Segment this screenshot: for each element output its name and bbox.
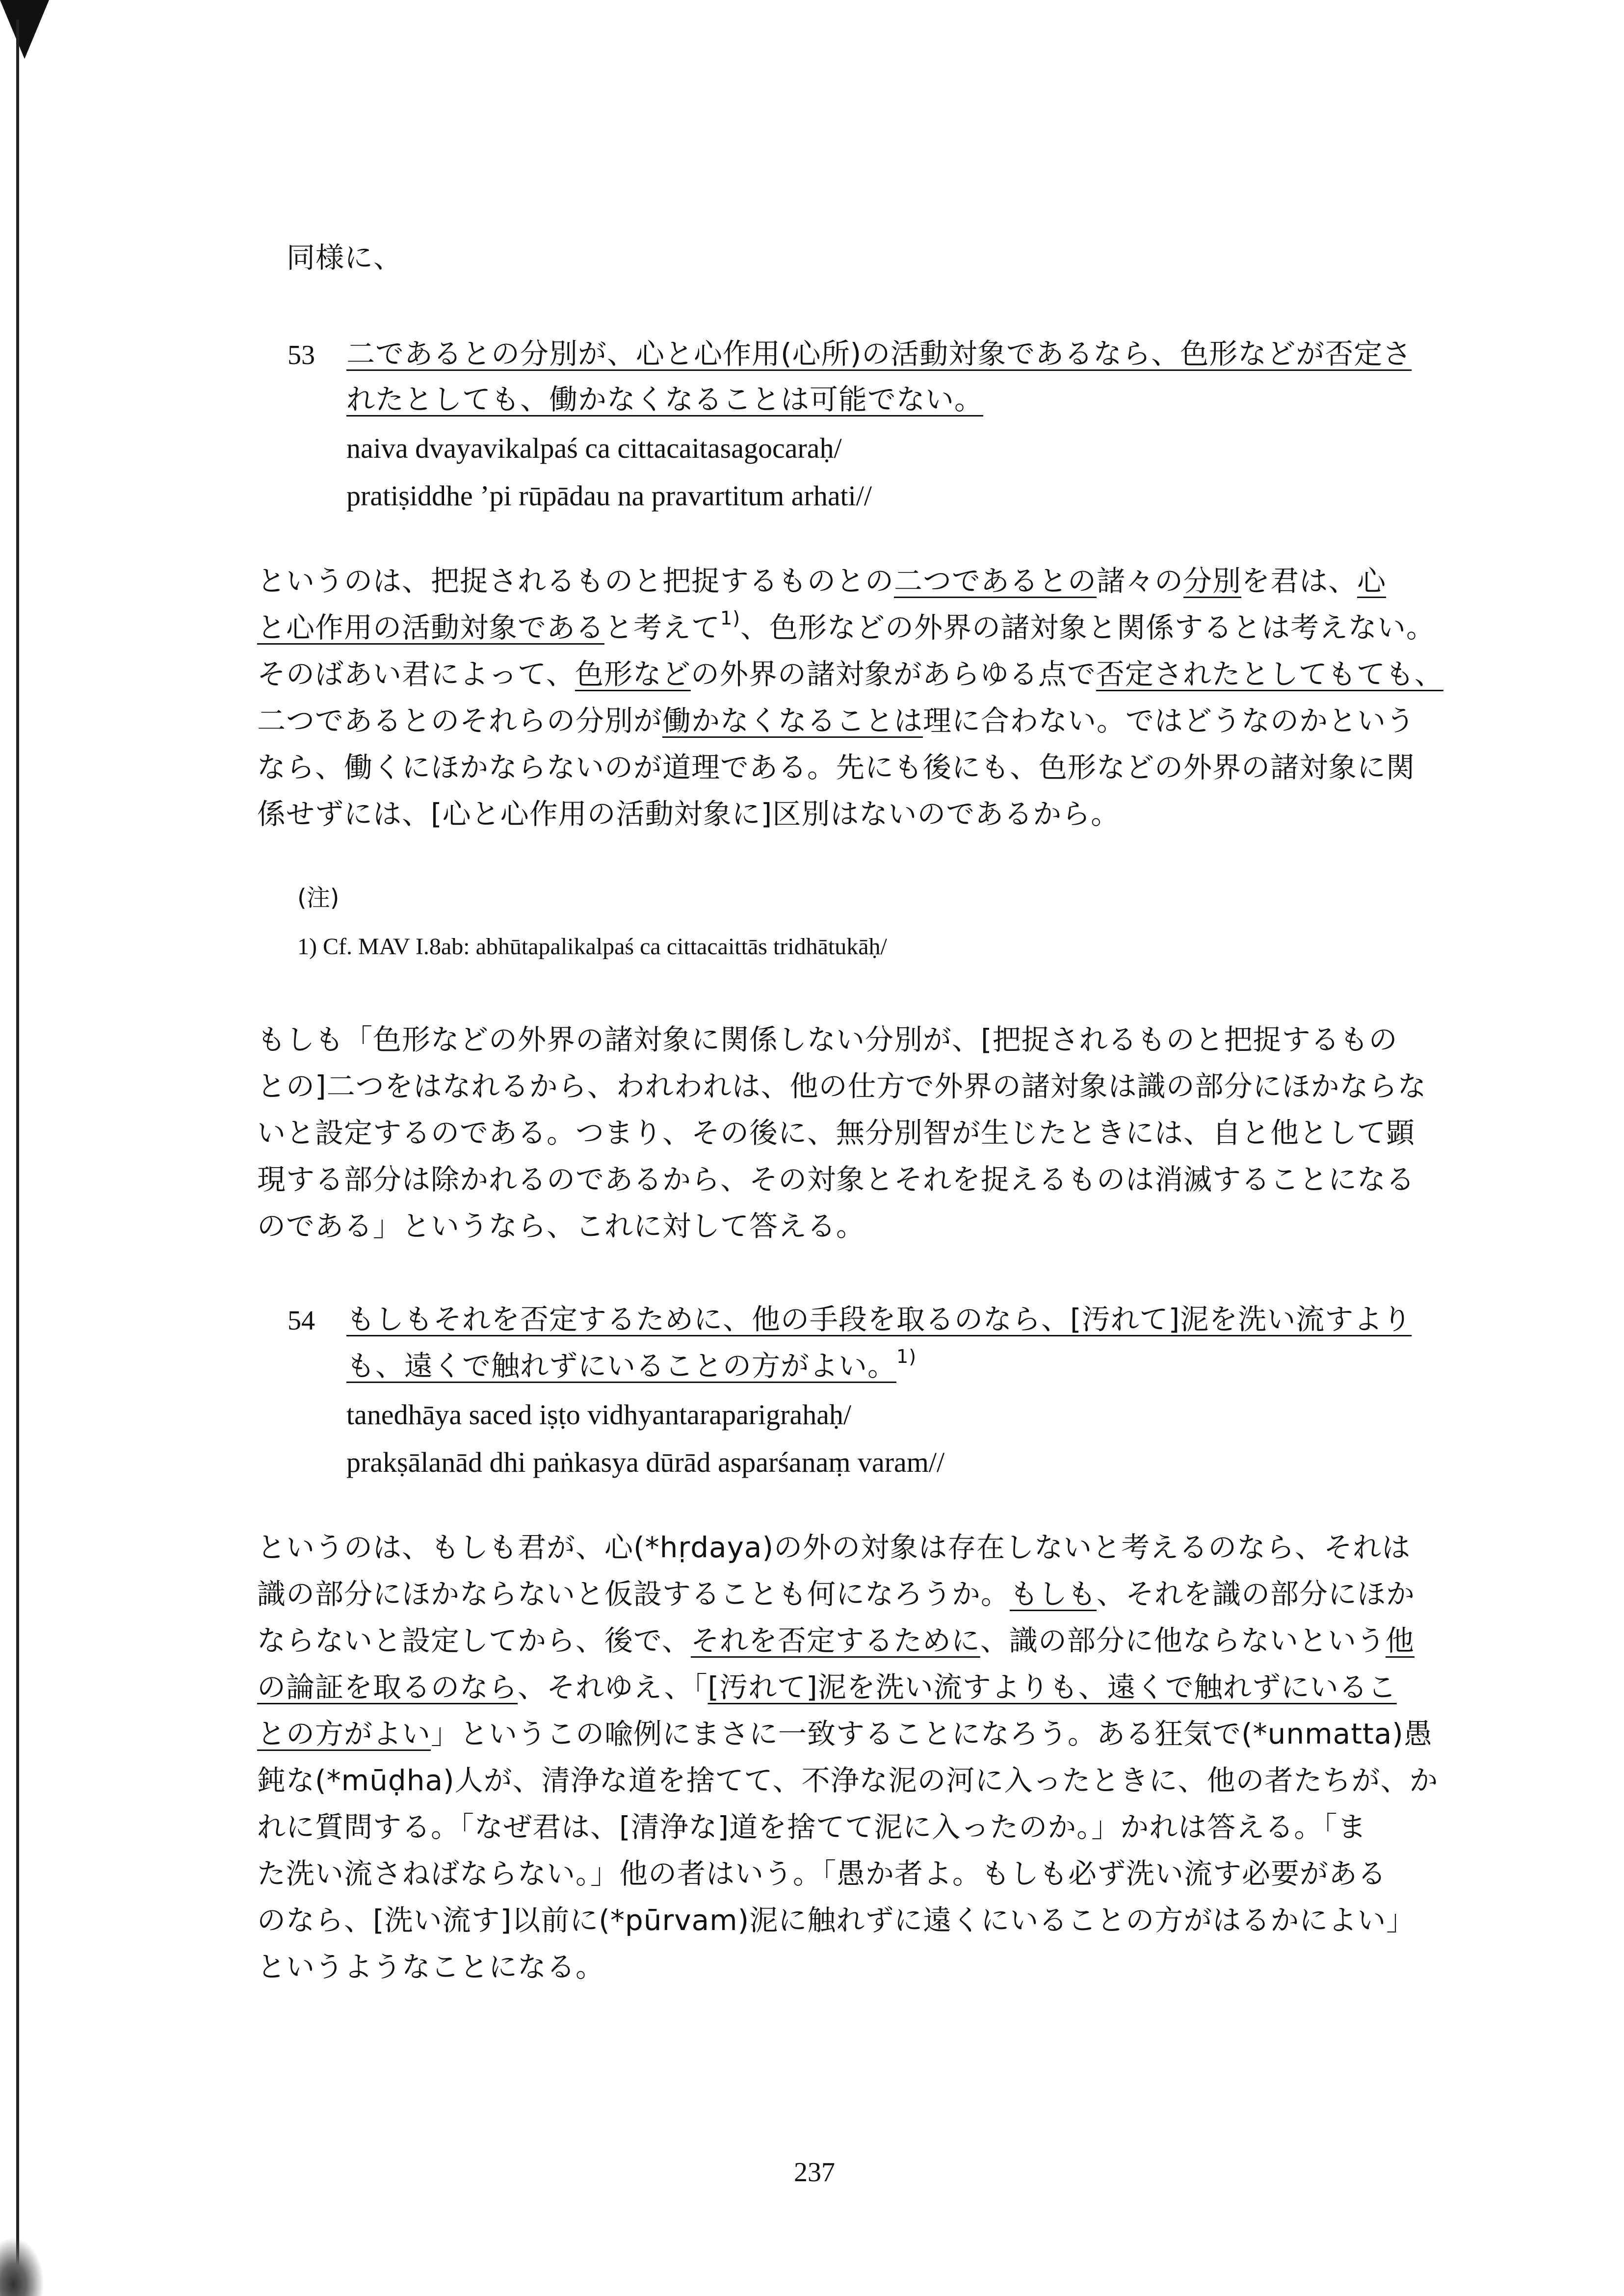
paragraph-line: ならないと設定してから、後で、それを否定するために、識の部分に他ならないという他 (257, 1624, 1414, 1657)
verse-number: 54 (288, 1305, 315, 1336)
paragraph-line: 鈍な(*mūḍha)人が、清浄な道を捨てて、不浄な泥の河に入ったときに、他の者たちが、か (257, 1764, 1439, 1797)
sanskrit-line: prakṣālanād dhi paṅkasya dūrād asparśanaṃ varam// (346, 1446, 945, 1478)
paragraph-line: もしも「色形などの外界の諸対象に関係しない分別が、[把捉されるものと把捉するもの (257, 1023, 1398, 1056)
verse-line: も、遠くで触れずにいることの方がよい。$^{1)}$ (346, 1346, 917, 1383)
paragraph-line: 二つであるとのそれらの分別が働かなくなることは理に合わない。ではどうなのかという (257, 704, 1415, 737)
paragraph-line: というのは、把捉されるものと把捉するものとの二つであるとの諸々の分別を君は、心 (257, 564, 1387, 598)
paragraph-line: れに質問する。「なぜ君は、[清浄な]道を捨てて泥に入ったのか。」かれは答える。「ま (257, 1810, 1367, 1844)
paragraph-line: いと設定するのである。つまり、その後に、無分別智が生じたときには、自と他として顕 (257, 1116, 1415, 1149)
notes-heading: (注) (297, 884, 340, 912)
paragraph-line: 係せずには、[心と心作用の活動対象に]区別はないのであるから。 (257, 797, 1120, 831)
paragraph-line: 識の部分にほかならないと仮設することも何になろうか。もしも、それを識の部分にほか (257, 1577, 1415, 1611)
sanskrit-line: tanedhāya saced iṣṭo vidhyantaraparigrahaḥ/ (346, 1399, 852, 1431)
intro-text: 同様に、 (287, 241, 403, 274)
verse-line: れたとしても、働かなくなることは可能でない。 (346, 383, 984, 416)
paragraph-line: 現する部分は除かれるのであるから、その対象とそれを捉えるものは消滅することになる (257, 1163, 1415, 1196)
verse-number: 53 (288, 340, 315, 370)
verse-line: もしもそれを否定するために、他の手段を取るのなら、[汚れて]泥を洗い流すより (346, 1303, 1412, 1336)
verse-line: 二であるとの分別が、心と心作用(心所)の活動対象であるなら、色形などが否定さ (346, 337, 1412, 370)
paragraph-line: との方がよい」というこの喩例にまさに一致することになろう。ある狂気で(*unmatta)愚 (257, 1717, 1433, 1750)
paragraph-line: というのは、もしも君が、心(*hṛdaya)の外の対象は存在しないと考えるのなら、それは (257, 1531, 1411, 1564)
page-number: 237 (794, 2157, 835, 2188)
sanskrit-line: pratiṣiddhe ’pi rūpādau na pravartitum arhati// (346, 480, 872, 512)
sanskrit-line: naiva dvayavikalpaś ca cittacaitasagocaraḥ/ (346, 432, 842, 464)
paragraph-line: との]二つをはなれるから、われわれは、他の仕方で外界の諸対象は識の部分にほかならな (257, 1070, 1427, 1103)
paragraph-line: なら、働くにほかならないのが道理である。先にも後にも、色形などの外界の諸対象に関 (257, 751, 1415, 784)
paragraph-line: と心作用の活動対象であると考えて$^{1)}$、色形などの外界の諸対象と関係するとは考えない。 (257, 607, 1436, 644)
paragraph-line: た洗い流さねばならない。」他の者はいう。「愚か者よ。もしも必ず洗い流す必要がある (257, 1857, 1387, 1890)
footnote-ref: 1) (896, 1346, 917, 1367)
paragraph-line: の論証を取るのなら、それゆえ、「[汚れて]泥を洗い流すよりも、遠くで触れずにいるこ (257, 1670, 1397, 1704)
footnote-ref: 1) (720, 607, 741, 629)
paragraph-line: のである」というなら、これに対して答える。 (257, 1209, 865, 1243)
paragraph-line: のなら、[洗い流す]以前に(*pūrvam)泥に触れずに遠くにいることの方がはるかによい」 (257, 1904, 1415, 1937)
paragraph-line: そのばあい君によって、色形などの外界の諸対象があらゆる点で否定されたとしてもても、 (257, 657, 1443, 691)
footnote: 1) Cf. MAV I.8ab: abhūtapalikalpaś ca cittacaittās tridhātukāḥ/ (297, 934, 887, 960)
paragraph-line: というようなことになる。 (257, 1950, 605, 1983)
